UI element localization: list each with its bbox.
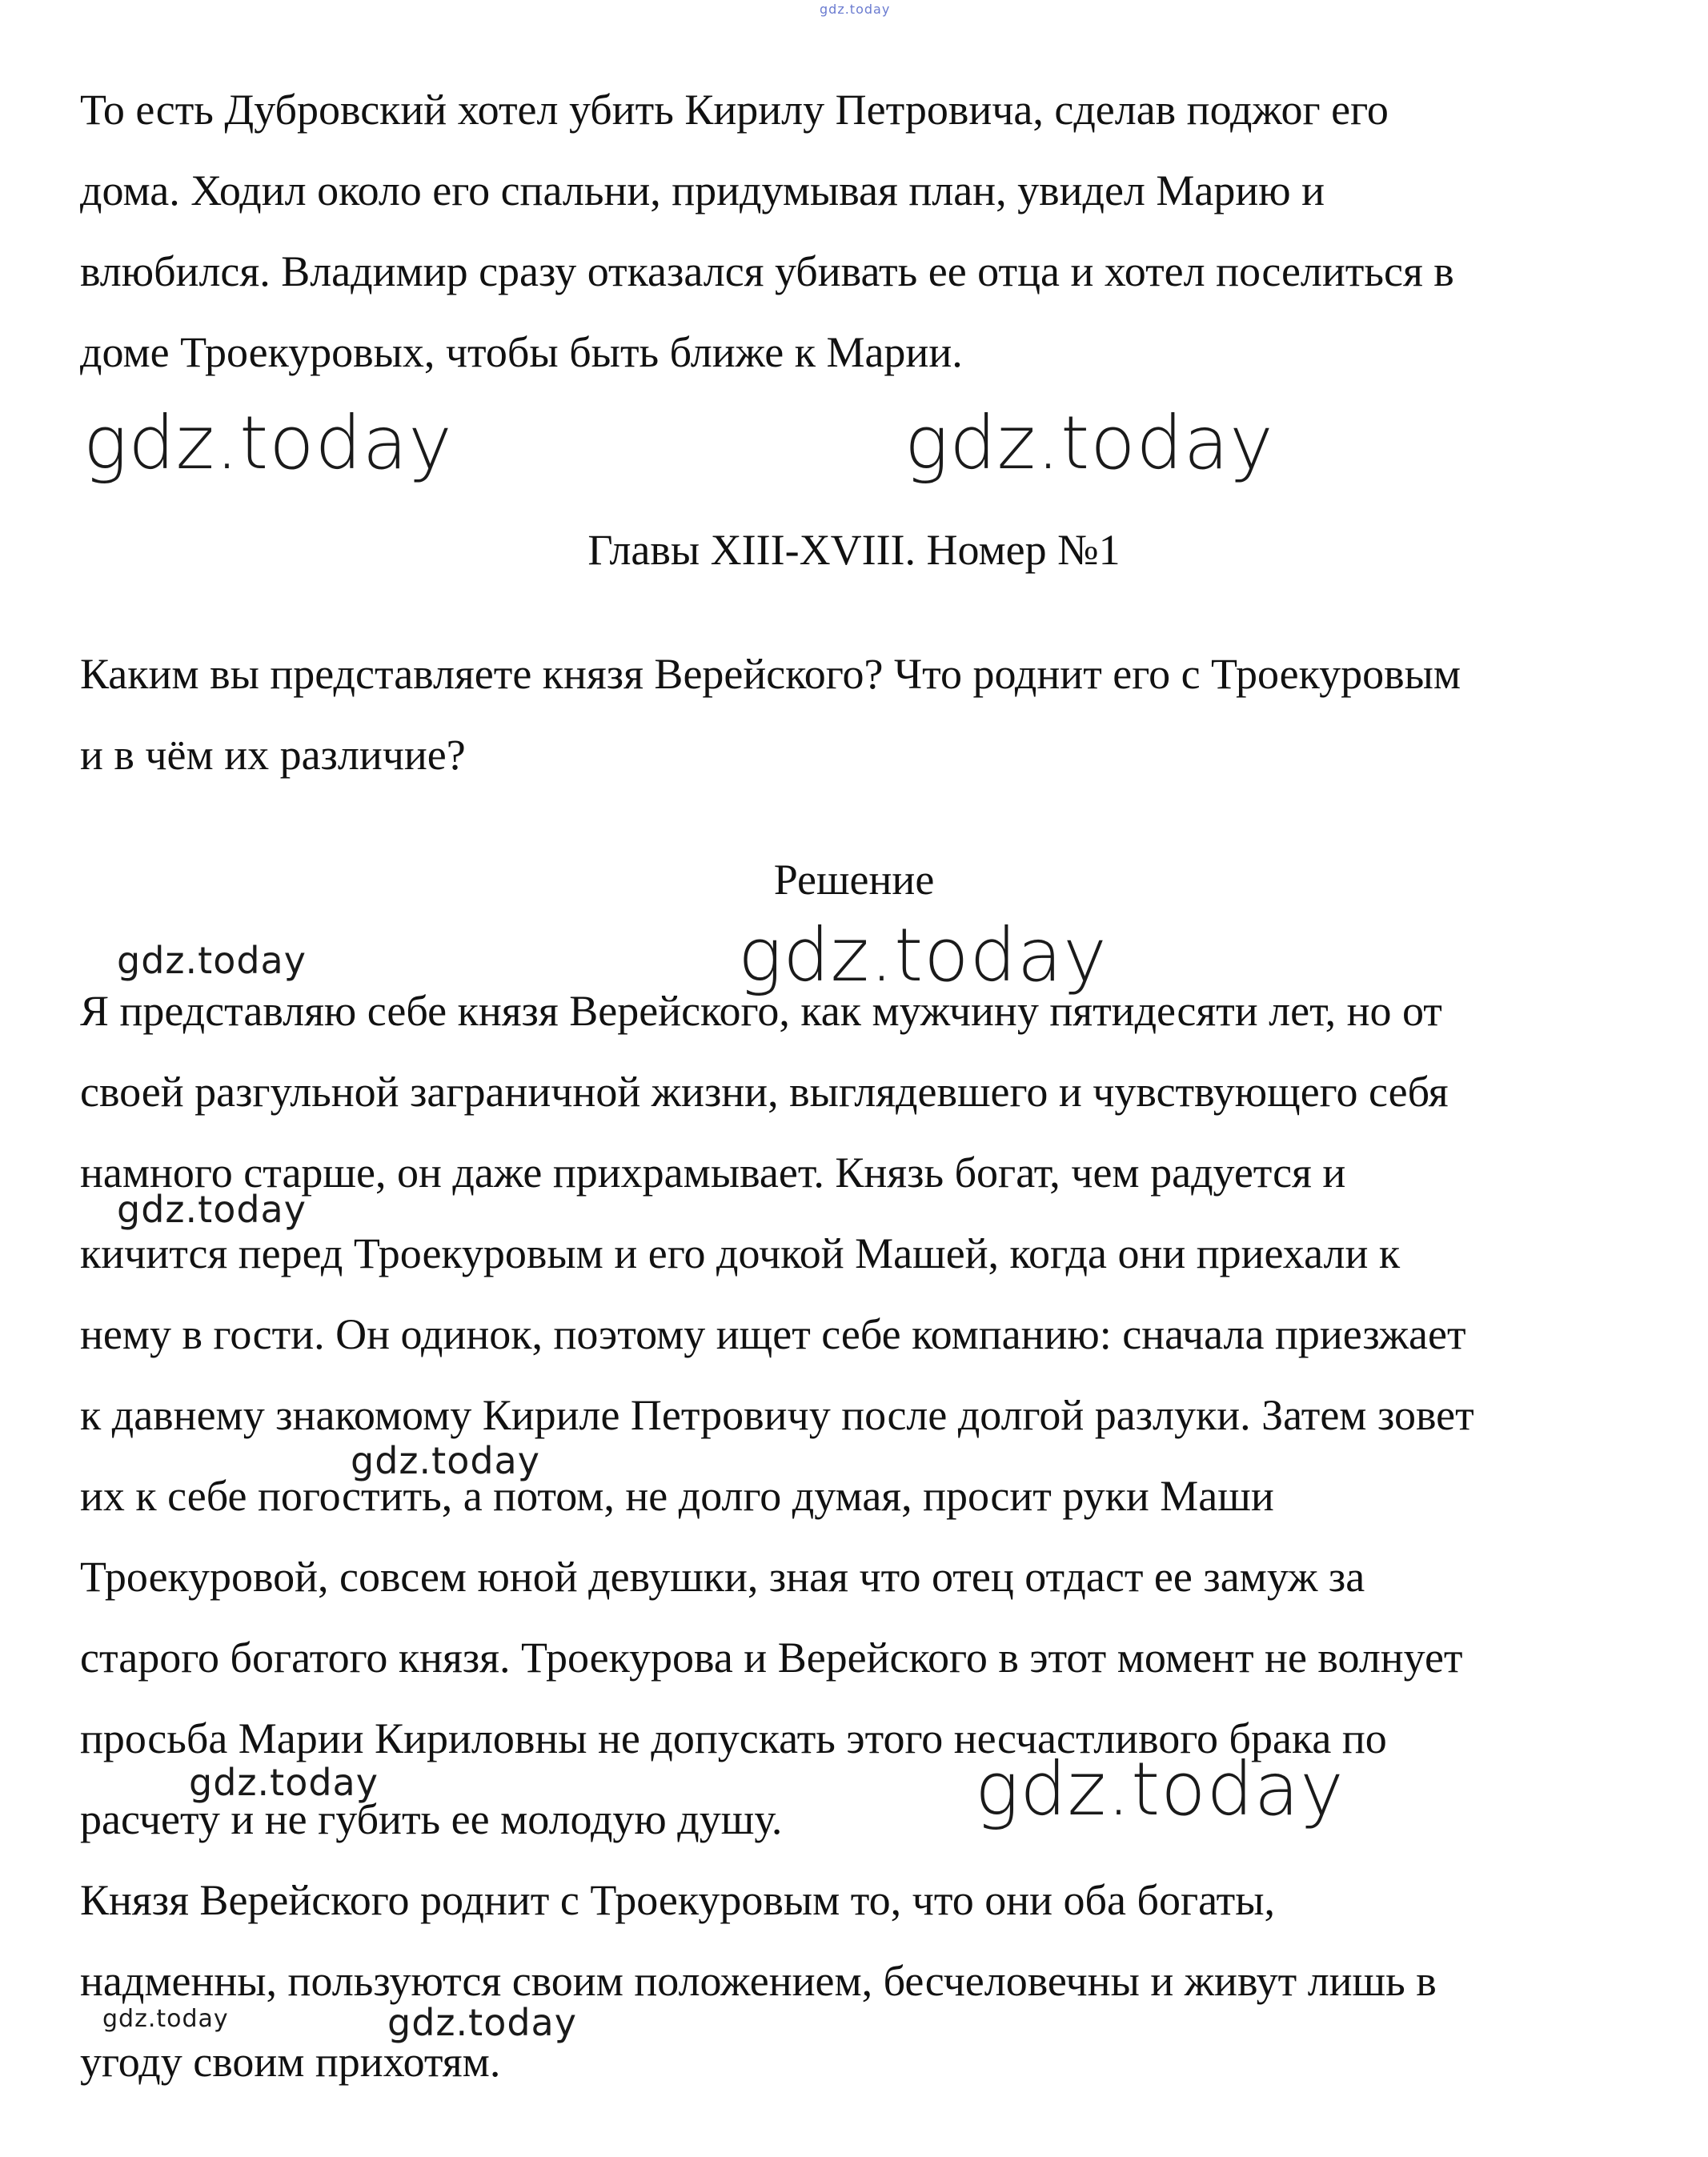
watermark-small: gdz.today <box>117 1188 307 1231</box>
answer-line: расчету и не губить ее молодую душу. <box>80 1795 783 1843</box>
intro-line: влюбился. Владимир сразу отказался убивать ее отца и хотел поселиться в <box>80 247 1454 295</box>
watermark-small: gdz.today <box>189 1761 379 1804</box>
watermark-big: gdz.today <box>975 1746 1345 1832</box>
watermark-tiny: gdz.today <box>102 2005 229 2033</box>
answer-line: своей разгульной заграничной жизни, выглядевшего и чувствующего себя <box>80 1068 1449 1116</box>
intro-line: То есть Дубровский хотел убить Кирилу Петровича, сделав поджог его <box>80 86 1389 134</box>
answer-line: намного старше, он даже прихрамывает. Князь богат, чем радуется и <box>80 1149 1346 1197</box>
answer-line: Троекуровой, совсем юной девушки, зная что отец отдаст ее замуж за <box>80 1553 1365 1601</box>
answer-line: кичится перед Троекуровым и его дочкой Машей, когда они приехали к <box>80 1229 1401 1277</box>
answer-line: просьба Марии Кириловны не допускать этого несчастливого брака по <box>80 1714 1387 1762</box>
answer-line: их к себе погостить, а потом, не долго думая, просит руки Маши <box>80 1472 1274 1520</box>
question-line: Каким вы представляете князя Верейского? Что роднит его с Троекуровым <box>80 650 1461 698</box>
watermark-big: gdz.today <box>738 912 1108 998</box>
watermark-top: gdz.today <box>820 2 891 17</box>
question-line: и в чём их различие? <box>80 731 466 779</box>
watermark-big: gdz.today <box>904 400 1274 486</box>
answer-line: Я представляю себе князя Верейского, как мужчину пятидесяти лет, но от <box>80 987 1442 1035</box>
question-paragraph <box>80 634 1649 796</box>
answer-line: угоду своим прихотям. <box>80 2038 501 2086</box>
answer-line: Князя Верейского роднит с Троекуровым то, что они оба богаты, <box>80 1876 1276 1924</box>
watermark-small: gdz.today <box>351 1439 540 1482</box>
answer-line: нему в гости. Он одинок, поэтому ищет себе компанию: сначала приезжает <box>80 1310 1466 1358</box>
answer-paragraph <box>80 971 1649 2103</box>
section-title: Главы XIII-XVIII. Номер №1 <box>587 526 1121 574</box>
answer-line: старого богатого князя. Троекурова и Верейского в этот момент не волнует <box>80 1634 1463 1682</box>
intro-line: дома. Ходил около его спальни, придумывая план, увидел Марию и <box>80 166 1325 214</box>
intro-paragraph <box>80 70 1649 393</box>
answer-line: надменны, пользуются своим положением, бесчеловечны и живут лишь в <box>80 1957 1437 2005</box>
watermark-small: gdz.today <box>387 2001 577 2044</box>
solution-label: Решение <box>773 856 935 904</box>
answer-line: к давнему знакомому Кириле Петровичу после долгой разлуки. Затем зовет <box>80 1391 1474 1439</box>
watermark-small: gdz.today <box>117 939 307 982</box>
watermark-big: gdz.today <box>83 400 453 486</box>
intro-line: доме Троекуровых, чтобы быть ближе к Марии. <box>80 328 963 376</box>
